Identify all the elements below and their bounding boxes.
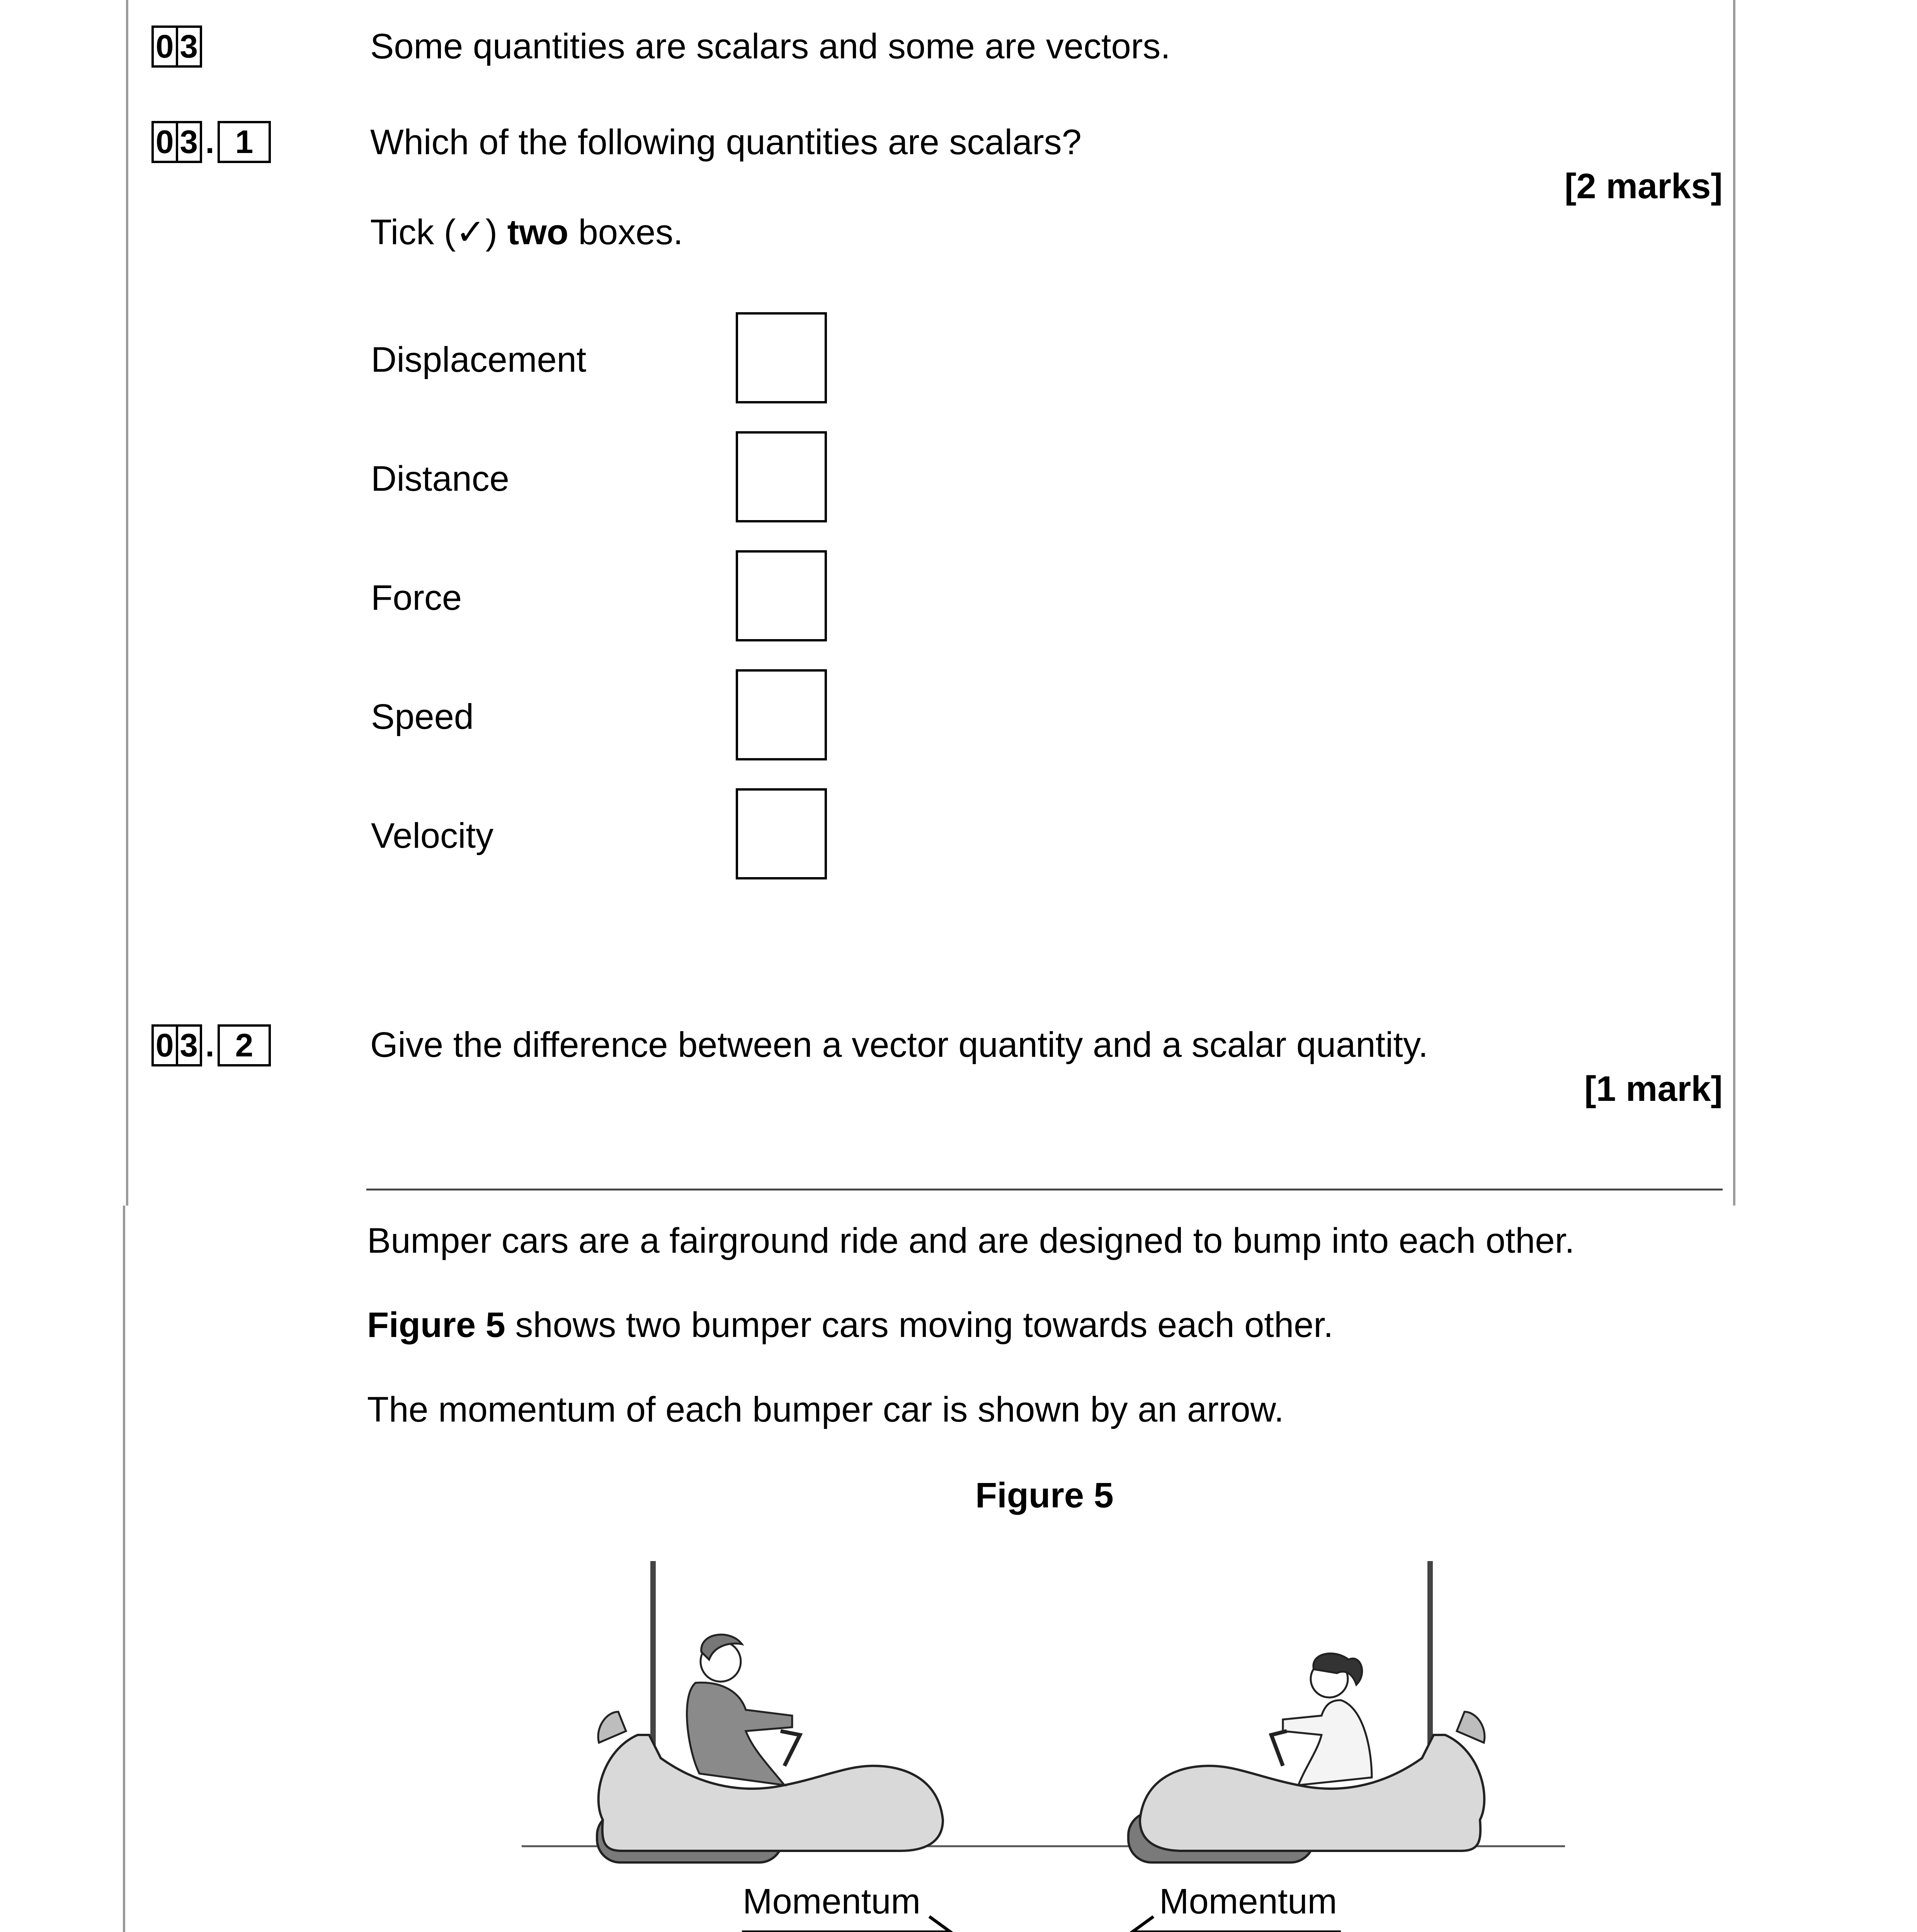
option-label-force: Force	[371, 578, 462, 617]
instruction-bold: two	[507, 213, 569, 252]
right-bumper-car	[1128, 1561, 1485, 1862]
option-label-displacement: Displacement	[371, 340, 587, 379]
option-label-distance: Distance	[371, 459, 509, 498]
instruction-suffix: boxes.	[568, 213, 683, 252]
question-digit: 3	[176, 28, 200, 65]
q031-instruction	[370, 214, 683, 250]
context-paragraph-2	[367, 1307, 1333, 1343]
question-digit: 3	[176, 123, 200, 161]
left-margin-line-lower	[123, 1206, 125, 1932]
q031-marks: [2 marks]	[1564, 167, 1723, 206]
right-margin-line-upper	[1733, 0, 1735, 1206]
tick-box-distance[interactable]	[736, 431, 827, 522]
question-number-03	[151, 26, 202, 68]
context-paragraph-3: The momentum of each bumper car is shown by an arrow.	[367, 1390, 1284, 1429]
option-label-speed: Speed	[371, 697, 474, 736]
question-number-03-1: 0 3 . 1	[151, 121, 271, 163]
figure-reference: Figure 5	[367, 1305, 505, 1345]
question-digit: 3	[176, 1027, 200, 1064]
context-paragraph-1: Bumper cars are a fairground ride and are designed to bump into each other.	[367, 1221, 1575, 1260]
left-margin-line-upper	[126, 0, 128, 1206]
question-digit: 0	[155, 28, 174, 65]
tick-box-force[interactable]	[736, 550, 827, 641]
question-digit: 0	[155, 124, 174, 160]
q03-intro-text: Some quantities are scalars and some are vectors.	[370, 27, 1170, 66]
q031-question-text: Which of the following quantities are scalars?	[370, 122, 1082, 162]
right-momentum-label: Momentum	[1159, 1882, 1337, 1921]
q032-question-text: Give the difference between a vector quantity and a scalar quantity.	[370, 1025, 1428, 1065]
option-label-velocity: Velocity	[371, 816, 494, 855]
question-subpart: 1	[218, 121, 271, 163]
tick-box-velocity[interactable]	[736, 788, 827, 879]
tick-box-displacement[interactable]	[736, 312, 827, 403]
context-paragraph-2-rest: shows two bumper cars moving towards each other.	[505, 1305, 1334, 1345]
question-digit: 0	[155, 1027, 174, 1063]
q032-answer-line[interactable]	[366, 1189, 1723, 1190]
right-driver	[1271, 1653, 1372, 1785]
left-driver	[687, 1634, 800, 1785]
figure-title: Figure 5	[975, 1476, 1114, 1515]
question-number-03-2: 0 3 . 2	[151, 1024, 271, 1066]
left-momentum-label: Momentum	[743, 1882, 921, 1921]
q032-marks: [1 mark]	[1584, 1069, 1723, 1109]
left-bumper-car	[597, 1561, 943, 1862]
tick-box-speed[interactable]	[736, 669, 827, 760]
figure-5-bumper-cars	[514, 1549, 1573, 1932]
instruction-prefix: Tick (✓)	[370, 213, 507, 252]
question-subpart: 2	[218, 1024, 271, 1066]
